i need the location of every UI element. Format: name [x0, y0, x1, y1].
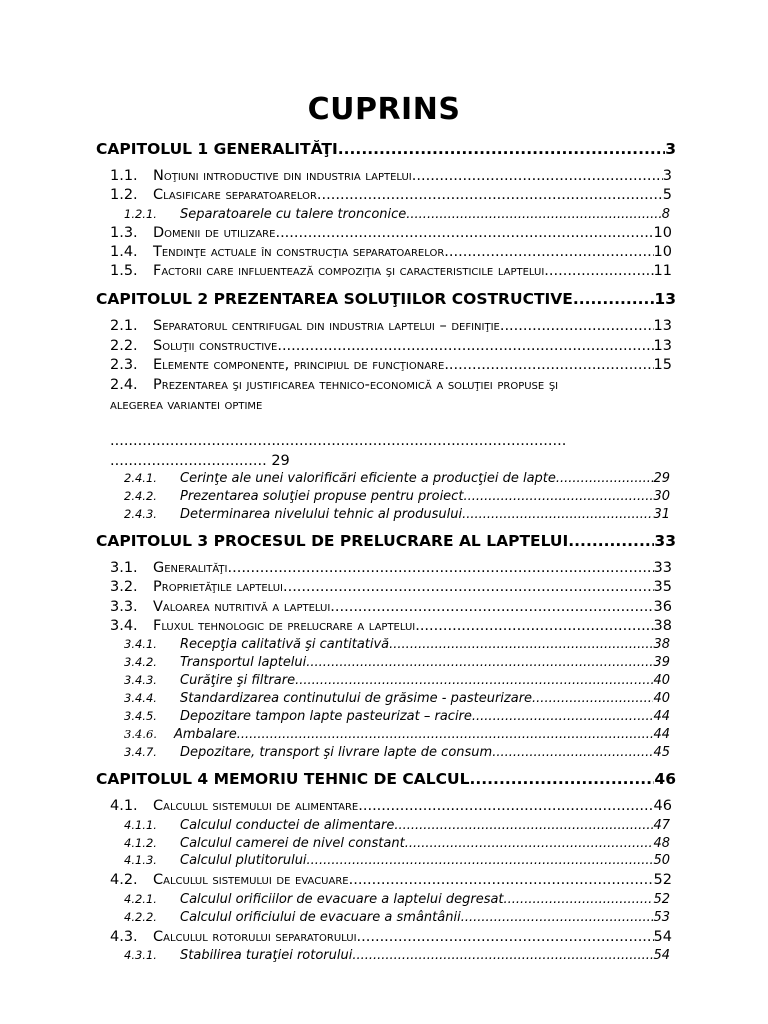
toc-section-title: Calculul sistemului de evacuare — [153, 872, 349, 888]
toc-section-title: Elemente componente, principiul de funcţionare — [153, 357, 445, 373]
toc-section-number: 2.2. — [110, 338, 138, 354]
toc-leader — [295, 673, 653, 688]
toc-subsection-title: Transportul laptelui — [180, 655, 307, 670]
toc-subsection-number: 2.4.1. — [124, 471, 157, 485]
toc-page-number: 3 — [662, 168, 672, 184]
toc-page-number: 38 — [653, 618, 672, 634]
toc-leader — [573, 290, 655, 308]
toc-section-title: Soluţii constructive — [153, 338, 278, 354]
toc-section-number: 4.1. — [110, 798, 138, 814]
toc-page-number: 35 — [653, 579, 672, 595]
toc-subsection-2-4-3[interactable] — [124, 507, 670, 522]
toc-section-title: Factorii care influentează compoziţia şi caracteristicile laptelui — [153, 263, 545, 279]
toc-subsection-title: Standardizarea continutului de grăsime - pasteurizare — [180, 691, 533, 706]
toc-section-title: Calculul rotorului separatorului — [153, 929, 357, 945]
toc-page-number: 39 — [653, 655, 670, 670]
toc-section-2-3[interactable] — [110, 357, 672, 373]
toc-leader — [307, 853, 654, 868]
toc-section-3-1[interactable] — [110, 560, 672, 576]
toc-section-number: 4.2. — [110, 872, 138, 888]
toc-page-number: 46 — [653, 798, 672, 814]
toc-section-1-1[interactable] — [110, 168, 672, 184]
toc-section-1-3[interactable] — [110, 225, 672, 241]
toc-section-title: Clasificare separatoarelor — [153, 187, 317, 203]
toc-leader — [306, 655, 653, 670]
toc-leader — [500, 318, 654, 334]
toc-chapter-4[interactable] — [96, 770, 676, 788]
toc-leader-line-2 — [110, 453, 290, 469]
toc-leader — [461, 910, 654, 925]
toc-section-2-1[interactable] — [110, 318, 672, 334]
toc-subsection-2-4-1[interactable] — [124, 471, 670, 486]
toc-subsection-3-4-3[interactable] — [124, 673, 670, 688]
toc-subsection-4-3-1[interactable] — [124, 948, 670, 963]
toc-page-number: 54 — [653, 948, 670, 963]
toc-subsection-4-2-1[interactable] — [124, 892, 670, 907]
toc-leader — [283, 579, 654, 595]
toc-page-number: 33 — [653, 560, 672, 576]
toc-subsection-2-4-2[interactable] — [124, 489, 670, 504]
toc-section-number: 1.5. — [110, 263, 138, 279]
toc-page-number: 29 — [271, 453, 290, 469]
toc-section-3-2[interactable] — [110, 579, 672, 595]
toc-section-1-4[interactable] — [110, 244, 672, 260]
toc-subsection-3-4-1[interactable] — [124, 637, 670, 652]
toc-page-number: 47 — [653, 818, 670, 833]
page-title: CUPRINS — [307, 92, 461, 127]
toc-section-title-line1: Prezentarea şi justificarea tehnico-economică a soluţiei propuse şi — [153, 377, 559, 393]
toc-subsection-3-4-2[interactable] — [124, 655, 670, 670]
toc-subsection-1-2-1[interactable] — [124, 207, 670, 222]
toc-page-number: 45 — [653, 745, 670, 760]
toc-leader — [389, 637, 653, 652]
toc-leader — [406, 207, 661, 222]
toc-page-number: 15 — [653, 357, 672, 373]
toc-page-number: 29 — [653, 471, 670, 486]
toc-page-number: 31 — [653, 507, 670, 522]
toc-subsection-number: 3.4.7. — [124, 745, 157, 759]
toc-leader — [394, 818, 653, 833]
toc-subsection-title: Curăţire şi filtrare — [180, 673, 296, 688]
toc-leader — [330, 599, 653, 615]
toc-subsection-3-4-4[interactable] — [124, 691, 670, 706]
toc-leader — [237, 727, 654, 742]
toc-leader — [444, 357, 653, 373]
toc-subsection-title: Calculul plutitorului — [180, 853, 307, 868]
toc-subsection-4-1-3[interactable] — [124, 853, 670, 868]
toc-section-number: 3.3. — [110, 599, 138, 615]
toc-chapter-2[interactable] — [96, 290, 676, 308]
toc-leader — [472, 709, 654, 724]
toc-section-title-line2: alegerea variantei optime — [110, 397, 263, 413]
toc-page-number: 46 — [654, 770, 676, 788]
toc-subsection-title: Depozitare, transport şi livrare lapte de consum — [180, 745, 493, 760]
toc-section-title: Separatorul centrifugal din industria laptelui – definiţie — [153, 318, 500, 334]
toc-section-number: 1.3. — [110, 225, 138, 241]
toc-section-number: 4.3. — [110, 929, 138, 945]
toc-section-number: 3.2. — [110, 579, 138, 595]
toc-leader — [462, 507, 653, 522]
toc-section-4-2[interactable] — [110, 872, 672, 888]
toc-leader — [556, 471, 654, 486]
toc-leader — [444, 244, 653, 260]
toc-section-number: 3.1. — [110, 560, 138, 576]
toc-section-title: Valoarea nutritivă a laptelui — [153, 599, 331, 615]
toc-chapter-3[interactable] — [96, 532, 676, 550]
toc-leader — [349, 872, 654, 888]
toc-subsection-number: 3.4.4. — [124, 691, 157, 705]
toc-section-title: Fluxul tehnologic de prelucrare a laptelui — [153, 618, 416, 634]
toc-leader — [277, 338, 653, 354]
toc-page-number: 52 — [653, 872, 672, 888]
toc-subsection-number: 3.4.2. — [124, 655, 157, 669]
toc-page-number: 40 — [653, 673, 670, 688]
toc-page-number: 5 — [662, 187, 672, 203]
toc-section-title: Generalităţi — [153, 560, 228, 576]
toc-page-number: 11 — [653, 263, 672, 279]
toc-subsection-number: 3.4.6. — [124, 727, 157, 741]
toc-page-number: 13 — [653, 318, 672, 334]
toc-page-number: 50 — [653, 853, 670, 868]
toc-page-number: 13 — [653, 338, 672, 354]
toc-section-number: 1.4. — [110, 244, 138, 260]
toc-subsection-number: 2.4.2. — [124, 489, 157, 503]
toc-subsection-title: Calculul orificiului de evacuare a smântânii — [180, 910, 461, 925]
toc-section-title: Proprietăţile laptelui — [153, 579, 283, 595]
toc-section-title: Tendinţe actuale în construcţia separatoarelor — [153, 244, 445, 260]
toc-page-number: 44 — [653, 727, 670, 742]
toc-section-2-4[interactable] — [110, 377, 558, 393]
toc-subsection-number: 3.4.1. — [124, 637, 157, 651]
toc-chapter-title: CAPITOLUL 3 PROCESUL DE PRELUCRARE AL LAPTELUI — [96, 532, 569, 550]
toc-section-title: Domenii de utilizare — [153, 225, 276, 241]
toc-subsection-number: 3.4.5. — [124, 709, 157, 723]
toc-leader — [463, 489, 653, 504]
toc-section-4-3[interactable] — [110, 929, 672, 945]
toc-leader — [415, 618, 653, 634]
toc-subsection-number: 4.1.2. — [124, 836, 157, 850]
toc-page-number: 44 — [653, 709, 670, 724]
toc-subsection-title: Stabilirea turaţiei rotorului — [180, 948, 353, 963]
toc-page-number: 8 — [661, 207, 670, 222]
toc-leader — [532, 691, 653, 706]
toc-page-number: 30 — [653, 489, 670, 504]
toc-leader: .................................. — [110, 453, 267, 469]
toc-subsection-4-1-1[interactable] — [124, 818, 670, 833]
toc-leader — [544, 263, 653, 279]
toc-page-number: 53 — [653, 910, 670, 925]
toc-chapter-1[interactable] — [96, 140, 676, 158]
toc-leader — [228, 560, 654, 576]
toc-page-number: 13 — [654, 290, 676, 308]
toc-chapter-title: CAPITOLUL 1 GENERALITĂŢI — [96, 140, 338, 158]
toc-leader — [358, 798, 653, 814]
toc-section-title: Calculul sistemului de alimentare — [153, 798, 359, 814]
toc-section-2-2[interactable] — [110, 338, 672, 354]
toc-subsection-number: 1.2.1. — [124, 207, 157, 221]
toc-leader — [492, 745, 653, 760]
toc-subsection-number: 4.1.3. — [124, 853, 157, 867]
toc-leader — [275, 225, 653, 241]
toc-leader — [357, 929, 654, 945]
toc-subsection-4-1-2[interactable] — [124, 836, 670, 851]
toc-subsection-title: Recepţia calitativă şi cantitativă — [180, 637, 390, 652]
toc-leader — [412, 168, 663, 184]
toc-page-number: 54 — [653, 929, 672, 945]
toc-section-1-2[interactable] — [110, 187, 672, 203]
toc-chapter-title: CAPITOLUL 2 PREZENTAREA SOLUŢIILOR COSTRUCTIVE — [96, 290, 573, 308]
toc-subsection-number: 4.2.2. — [124, 910, 157, 924]
toc-section-1-5[interactable] — [110, 263, 672, 279]
toc-section-number: 2.3. — [110, 357, 138, 373]
toc-subsection-title: Depozitare tampon lapte pasteurizat – racire — [180, 709, 472, 724]
toc-page-number: 10 — [653, 225, 672, 241]
toc-section-number: 1.1. — [110, 168, 138, 184]
toc-subsection-number: 4.3.1. — [124, 948, 157, 962]
toc-subsection-number: 4.2.1. — [124, 892, 157, 906]
toc-section-number: 3.4. — [110, 618, 138, 634]
toc-subsection-title: Ambalare — [174, 727, 237, 742]
toc-section-3-4[interactable] — [110, 618, 672, 634]
toc-section-number: 1.2. — [110, 187, 138, 203]
toc-subsection-number: 4.1.1. — [124, 818, 157, 832]
toc-section-title: Noţiuni introductive din industria laptelui — [153, 168, 412, 184]
toc-subsection-3-4-7[interactable] — [124, 745, 670, 760]
toc-page-number: 38 — [653, 637, 670, 652]
toc-subsection-number: 2.4.3. — [124, 507, 157, 521]
toc-leader — [470, 770, 655, 788]
toc-subsection-number: 3.4.3. — [124, 673, 157, 687]
toc-page-number: 33 — [654, 532, 676, 550]
toc-subsection-4-2-2[interactable] — [124, 910, 670, 925]
toc-leader — [317, 187, 663, 203]
toc-subsection-title: Cerinţe ale unei valorificări eficiente a producţiei de lapte — [180, 471, 556, 486]
toc-leader-line: ................................................................................................... — [110, 433, 567, 449]
toc-subsection-title: Separatoarele cu talere tronconice — [180, 207, 407, 222]
toc-leader — [568, 532, 654, 550]
toc-section-3-3[interactable] — [110, 599, 672, 615]
toc-subsection-title: Calculul orificiilor de evacuare a laptelui degresat — [180, 892, 504, 907]
toc-subsection-title: Prezentarea soluţiei propuse pentru proiect — [180, 489, 464, 504]
toc-leader — [405, 836, 654, 851]
toc-page-number: 10 — [653, 244, 672, 260]
toc-subsection-title: Determinarea nivelului tehnic al produsului — [180, 507, 463, 522]
toc-subsection-3-4-6[interactable] — [124, 727, 670, 742]
toc-page-number: 48 — [653, 836, 670, 851]
toc-subsection-title: Calculul camerei de nivel constant — [180, 836, 405, 851]
toc-chapter-title: CAPITOLUL 4 MEMORIU TEHNIC DE CALCUL — [96, 770, 470, 788]
toc-section-4-1[interactable] — [110, 798, 672, 814]
toc-page-number: 52 — [653, 892, 670, 907]
toc-section-number: 2.1. — [110, 318, 138, 334]
toc-subsection-3-4-5[interactable] — [124, 709, 670, 724]
toc-page-number: 40 — [653, 691, 670, 706]
toc-page-number: 36 — [653, 599, 672, 615]
toc-leader — [352, 948, 653, 963]
toc-section-number: 2.4. — [110, 377, 138, 393]
toc-subsection-title: Calculul conductei de alimentare — [180, 818, 395, 833]
toc-leader — [504, 892, 654, 907]
toc-page-number: 3 — [665, 140, 676, 158]
toc-leader — [338, 140, 665, 158]
